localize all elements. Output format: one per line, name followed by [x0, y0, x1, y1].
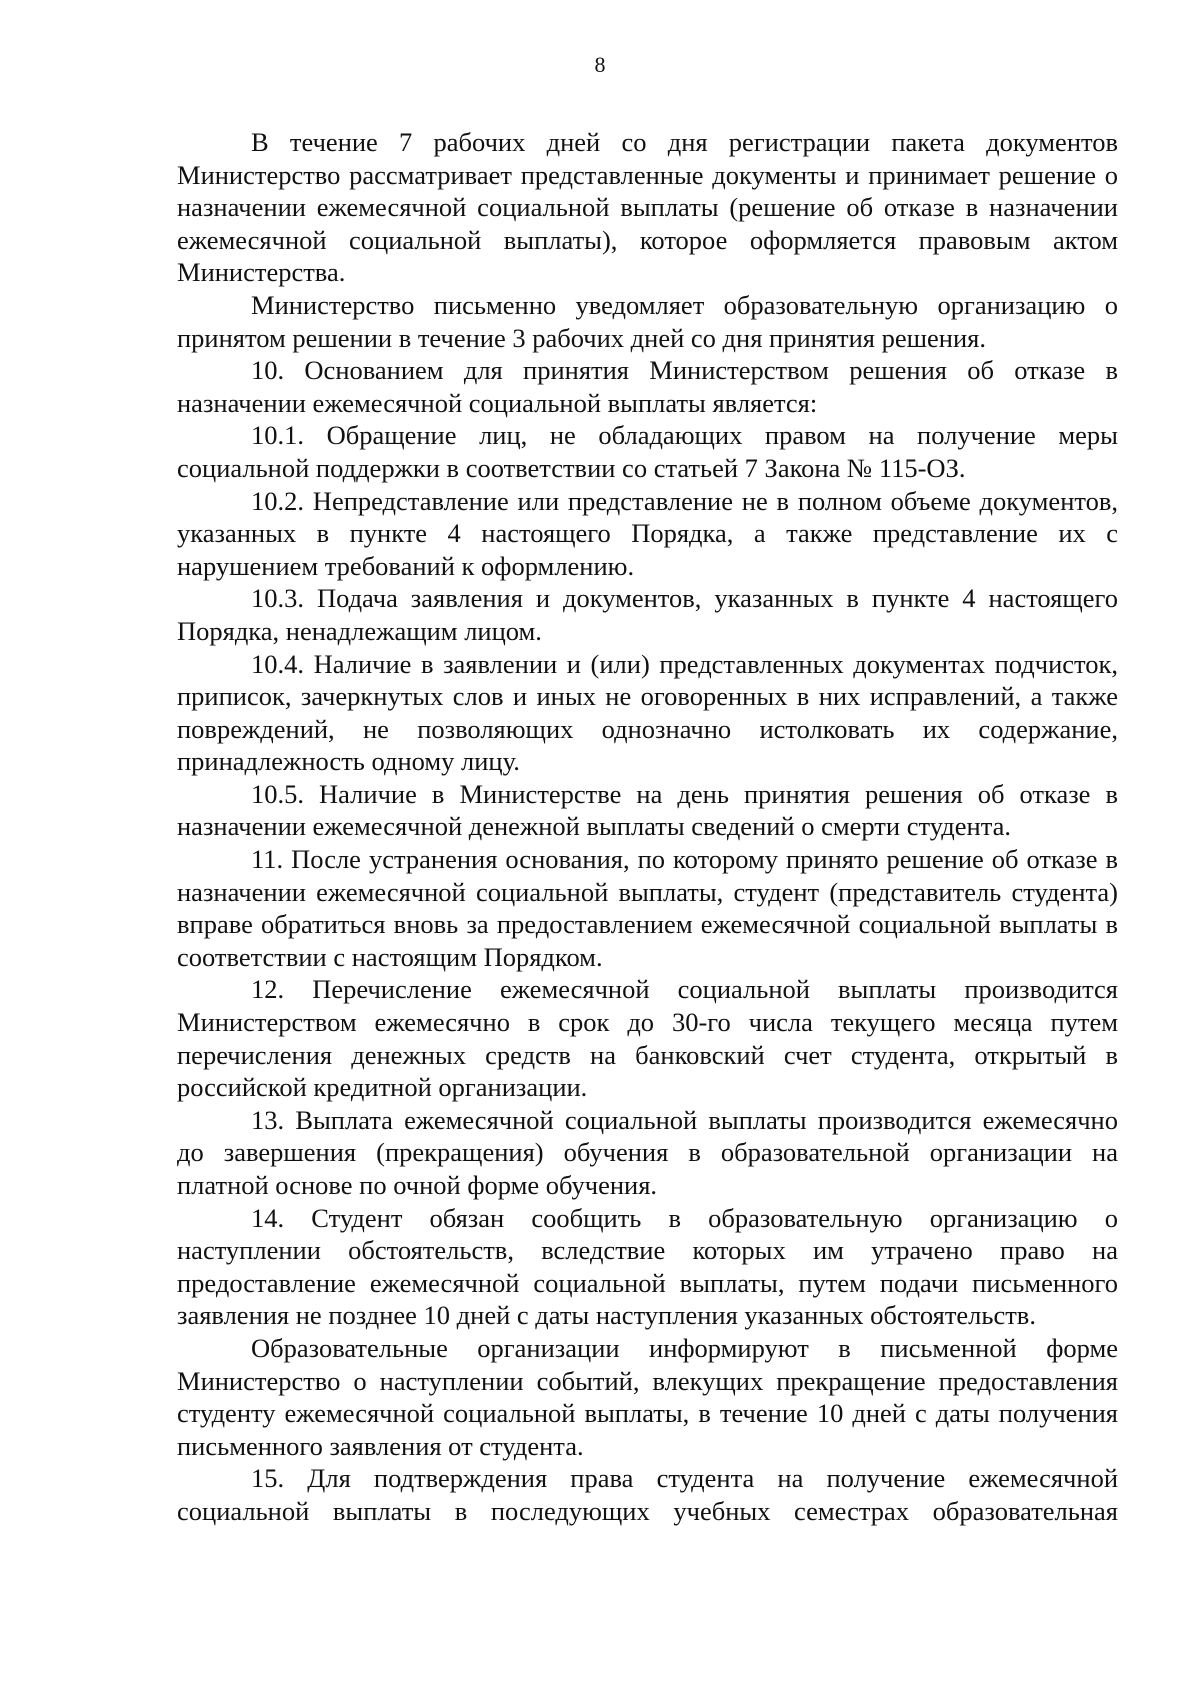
paragraph-organizations-inform: Образовательные организации информируют в письменной форме Министерство о наступлении событий, влекущих прекращение предоставления студенту ежемесячной социальной выплаты, в течение 10 дней с даты получения письменного заявления от студента. — [177, 1332, 1118, 1461]
paragraph-item-12: 12. Перечисление ежемесячной социальной выплаты производится Министерством ежемесячно в срок до 30-го числа текущего месяца путем перечисления денежных средств на банковский счет студента, открытый в российской кредитной организации. — [177, 974, 1118, 1103]
paragraph-item-13: 13. Выплата ежемесячной социальной выплаты производится ежемесячно до завершения (прекращения) обучения в образовательной организации на платной основе по очной форме обучения. — [177, 1104, 1118, 1200]
paragraph-item-14: 14. Студент обязан сообщить в образовательную организацию о наступлении обстоятельств, вследствие которых им утрачено право на предоставление ежемесячной социальной выплаты, путем подачи письменного заявления не позднее 10 дней с даты наступления указанных обстоятельств. — [177, 1202, 1118, 1331]
paragraph-item-10-2: 10.2. Непредставление или представление не в полном объеме документов, указанных в пункте 4 настоящего Порядка, а также представление их с нарушением требований к оформлению. — [177, 485, 1118, 581]
paragraph-item-11: 11. После устранения основания, по которому принято решение об отказе в назначении ежемесячной социальной выплаты, студент (представитель студента) вправе обратиться вновь за предоставлением ежемесячной социальной выплаты в соответствии с настоящим Порядком. — [177, 844, 1118, 972]
page-number: 8 — [594, 52, 606, 77]
paragraph-item-10-5: 10.5. Наличие в Министерстве на день принятия решения об отказе в назначении ежемесячной денежной выплаты сведений о смерти студента. — [177, 778, 1118, 842]
document-body — [177, 126, 1118, 1528]
paragraph-review-decision: В течение 7 рабочих дней со дня регистрации пакета документов Министерство рассматривает представленные документы и принимает решение о назначении ежемесячной социальной выплаты (решение об отказе в назначении ежемесячной социальной выплаты), которое оформляется правовым актом Министерства. — [177, 127, 1118, 288]
paragraph-item-10: 10. Основанием для принятия Министерством решения об отказе в назначении ежемесячной социальной выплаты является: — [177, 355, 1118, 418]
paragraph-item-15: 15. Для подтверждения права студента на получение ежемесячной социальной выплаты в последующих учебных семестрах образовательная — [177, 1463, 1118, 1526]
paragraph-item-10-4: 10.4. Наличие в заявлении и (или) представленных документах подчисток, приписок, зачеркнутых слов и иных не оговоренных в них исправлений, а также повреждений, не позволяющих однозначно истолковать их содержание, принадлежность одному лицу. — [177, 648, 1118, 777]
paragraph-notification: Министерство письменно уведомляет образовательную организацию о принятом решении в течение 3 рабочих дней со дня принятия решения. — [177, 289, 1118, 353]
paragraph-item-10-1: 10.1. Обращение лиц, не обладающих правом на получение меры социальной поддержки в соответствии со статьей 7 Закона № 115-ОЗ. — [177, 420, 1118, 483]
paragraph-item-10-3: 10.3. Подача заявления и документов, указанных в пункте 4 настоящего Порядка, ненадлежащим лицом. — [177, 583, 1118, 646]
